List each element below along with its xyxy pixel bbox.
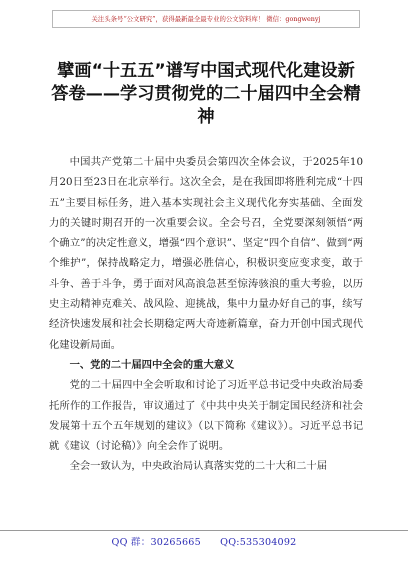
footer-divider [0,530,408,531]
body-paragraph: 全会一致认为，中央政治局认真落实党的二十大和二十届 [69,460,328,473]
header-banner: 关注头条号“公文研究”，获得最新最全最专业的公文资料库！ 微信：gongwenyj [52,10,360,28]
document-title: 擘画“十五五”谱写中国式现代化建设新答卷——学习贯彻党的二十届四中全会精神 [51,61,361,127]
footer [0,534,408,548]
body-paragraph: 中国共产党第二十届中央委员会第四次全体会议，于2025年10月20日至23日在北京举行。这次全会，是在我国即将胜利完成“十四五”主要目标任务，进入基本实现社会主义现代化夯实基础、全面发力的关键时期召开的一次重要会议。全会号召，全党要深刻领悟“两个确立”的决定性意义，增强“四个意识”、坚定“四个自信”、做到“两个维护”，保持战略定力，增强必胜信心，积极识变应变求变，敢于斗争、善于斗争，勇于面对风高浪急甚至惊涛骇浪的重大考验，以历史主动精神克难关、战风险、迎挑战，集中力量办好自己的事，续写经济快速发展和社会长期稳定两大奇迹新篇章，奋力开创中国式现代化建设新局面。 [49,156,363,351]
footer-qq-group: QQ 群：30265665 [111,537,201,548]
section-heading: 一、党的二十届四中全会的重大意义 [69,358,235,371]
body-paragraph: 党的二十届四中全会听取和讨论了习近平总书记受中央政治局委托所作的工作报告，审议通过了《中共中央关于制定国民经济和社会发展第十五个五年规划的建议》（以下简称《建议》）。习近平总书记就《建议（讨论稿）》向全会作了说明。 [49,379,363,453]
document-body [49,152,363,477]
footer-qq-number: QQ:535304092 [220,537,297,548]
